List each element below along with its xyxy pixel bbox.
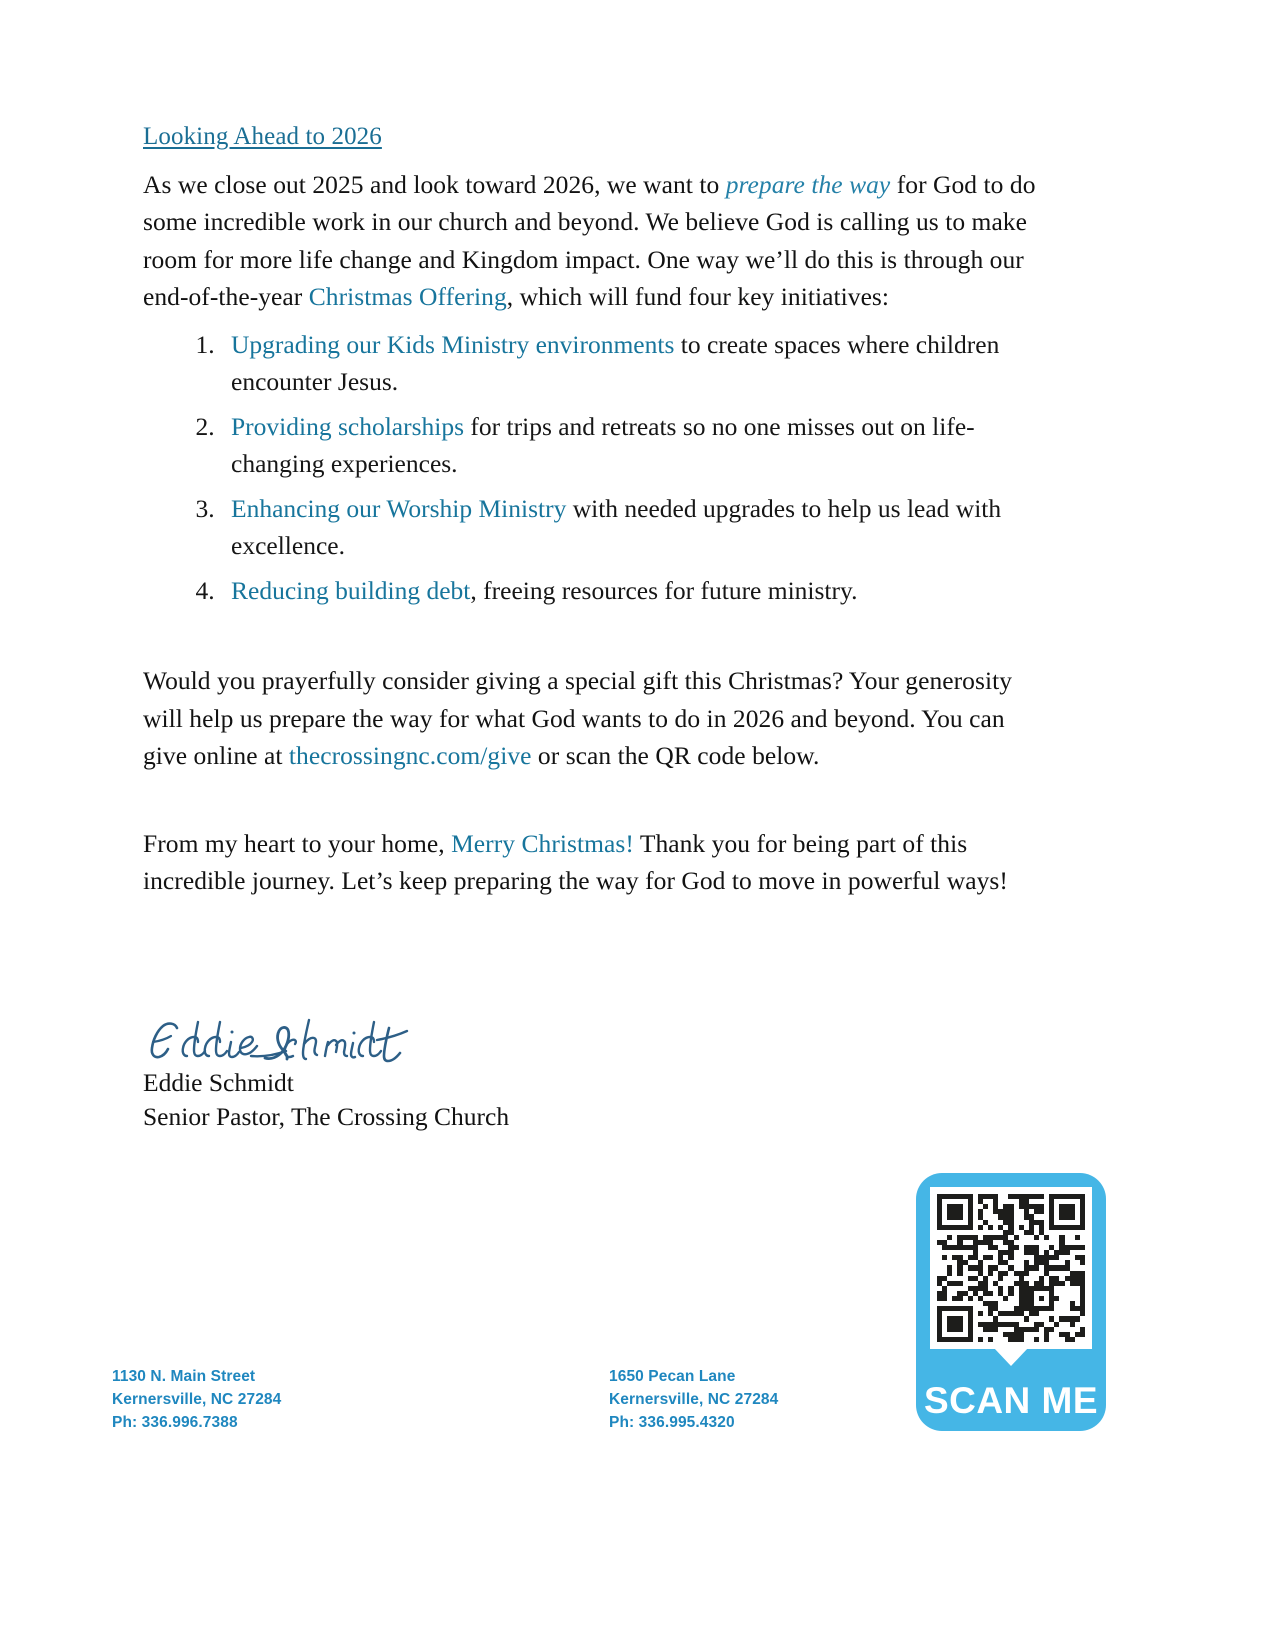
- spacer: [143, 781, 1038, 825]
- address-street: 1130 N. Main Street: [112, 1368, 256, 1385]
- qr-code-badge[interactable]: [916, 1173, 1106, 1431]
- handwritten-signature-icon: [143, 1012, 443, 1072]
- closing-text-part2: Thank you for being part of this incredible journey. Let’s keep preparing the way for God to move in powerful ways!: [143, 828, 1008, 895]
- signature-block: [143, 1012, 743, 1134]
- merry-christmas-highlight: Merry Christmas!: [451, 828, 634, 858]
- qr-code-icon: [937, 1194, 1085, 1342]
- initiative-lead: Upgrading our Kids Ministry environments: [231, 329, 675, 359]
- christmas-offering-highlight: Christmas Offering: [308, 282, 507, 311]
- address-phone: Ph: 336.995.4320: [609, 1414, 735, 1431]
- spacer: [143, 616, 1038, 662]
- list-item: [221, 572, 1038, 610]
- initiative-rest: to create spaces where children encounter Jesus.: [231, 329, 1000, 396]
- intro-text-part1: As we close out 2025 and look toward 2026, we want to: [143, 169, 726, 199]
- intro-text-part2: for God to do some incredible work in our church and beyond. We believe God is calling us to make room for more life change and Kingdom impact. One way we’ll do this is through our end-of-the-year: [143, 169, 1036, 311]
- give-link[interactable]: thecrossingnc.com/give: [288, 741, 532, 770]
- qr-code-panel: [930, 1187, 1092, 1349]
- closing-paragraph: [143, 825, 1038, 900]
- initiative-rest: for trips and retreats so no one misses out on life-changing experiences.: [231, 411, 975, 478]
- intro-text-part3: , which will fund four key initiatives:: [506, 282, 890, 311]
- address-city: Kernersville, NC 27284: [112, 1391, 282, 1408]
- appeal-paragraph: [143, 662, 1038, 775]
- list-item: [221, 326, 1038, 401]
- address-block-main: [112, 1365, 281, 1434]
- address-city: Kernersville, NC 27284: [609, 1391, 779, 1408]
- initiative-lead: Providing scholarships: [231, 411, 465, 441]
- address-phone: Ph: 336.996.7388: [112, 1414, 238, 1431]
- address-block-secondary: [609, 1365, 778, 1434]
- intro-paragraph: [143, 166, 1038, 316]
- letter-body: [143, 122, 1038, 906]
- list-item: [221, 408, 1038, 483]
- intro-emphasis: prepare the way: [725, 169, 891, 199]
- qr-notch-icon: [994, 1348, 1028, 1366]
- qr-caption: SCAN ME: [923, 1380, 1099, 1421]
- page-title: Looking Ahead to 2026: [143, 123, 382, 150]
- initiative-lead: Enhancing our Worship Ministry: [231, 493, 567, 523]
- initiative-rest: with needed upgrades to help us lead with excellence.: [231, 493, 1002, 560]
- appeal-text-part1: Would you prayerfully consider giving a special gift this Christmas? Your generosity will help us prepare the way for what God wants to do in 2026 and beyond. You can give online at: [143, 666, 1013, 770]
- initiative-lead: Reducing building debt: [231, 575, 471, 605]
- signer-title: Senior Pastor, The Crossing Church: [143, 1102, 510, 1131]
- appeal-text-part2: or scan the QR code below.: [531, 741, 820, 770]
- closing-text-part1: From my heart to your home,: [143, 828, 452, 858]
- list-item: [221, 490, 1038, 565]
- signer-name: Eddie Schmidt: [143, 1068, 294, 1097]
- address-street: 1650 Pecan Lane: [609, 1368, 736, 1385]
- initiatives-list: [143, 326, 1038, 610]
- initiative-rest: , freeing resources for future ministry.: [470, 575, 858, 605]
